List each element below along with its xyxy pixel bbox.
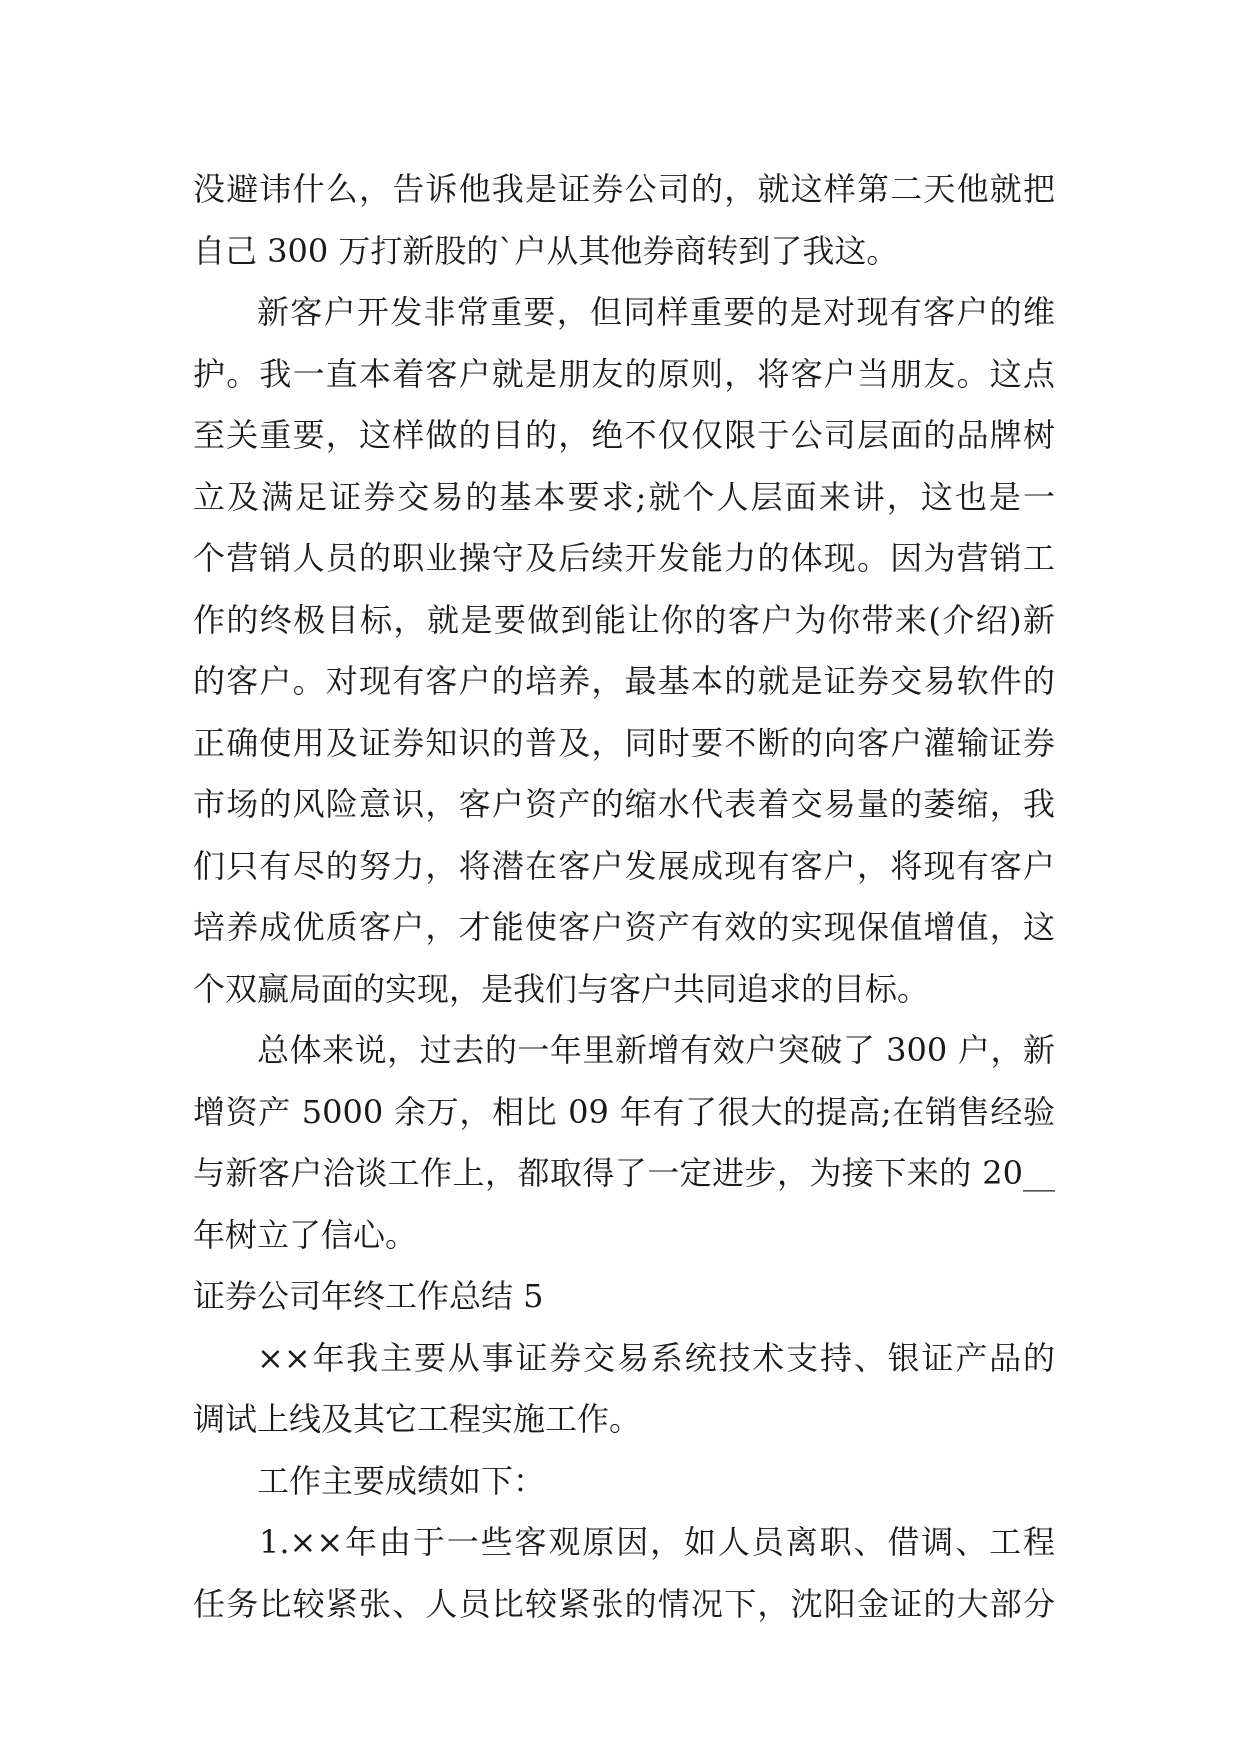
text-line: 增资产 5000 余万，相比 09 年有了很大的提高;在销售经验 (193, 1092, 1055, 1131)
text-line: 自己 300 万打新股的`户从其他券商转到了我这。 (193, 231, 899, 270)
text-line: 至关重要，这样做的目的，绝不仅仅限于公司层面的品牌树 (193, 416, 1055, 454)
text-line: 没避讳什么，告诉他我是证券公司的，就这样第二天他就把 (193, 170, 1055, 208)
text-line: ××年我主要从事证券交易系统技术支持、银证产品的 (257, 1338, 1055, 1377)
text-line: 任务比较紧张、人员比较紧张的情况下，沈阳金证的大部分 (193, 1584, 1055, 1623)
text-line: 调试上线及其它工程实施工作。 (193, 1400, 642, 1438)
text-line: 护。我一直本着客户就是朋友的原则，将客户当朋友。这点 (193, 354, 1055, 393)
text-line: 培养成优质客户，才能使客户资产有效的实现保值增值，这 (193, 908, 1055, 946)
text-line: 工作主要成绩如下： (257, 1461, 546, 1500)
text-line: 的客户。对现有客户的培养，最基本的就是证券交易软件的 (193, 662, 1055, 700)
text-line: 与新客户洽谈工作上，都取得了一定进步，为接下来的 20__ (193, 1154, 1055, 1192)
text-line: 作的终极目标，就是要做到能让你的客户为你带来(介绍)新 (193, 600, 1055, 639)
document-body (193, 159, 1055, 1635)
text-line: 个双赢局面的实现，是我们与客户共同追求的目标。 (193, 969, 930, 1008)
text-line: 们只有尽的努力，将潜在客户发展成现有客户，将现有客户 (193, 846, 1055, 885)
text-line: 总体来说，过去的一年里新增有效户突破了 300 户，新 (257, 1031, 1055, 1069)
text-line: 个营销人员的职业操守及后续开发能力的体现。因为营销工 (193, 539, 1055, 577)
text-line: 立及满足证券交易的基本要求;就个人层面来讲，这也是一 (193, 477, 1055, 516)
section-heading: 证券公司年终工作总结 5 (193, 1277, 544, 1315)
text-line: 新客户开发非常重要，但同样重要的是对现有客户的维 (257, 293, 1055, 331)
text-line: 正确使用及证券知识的普及，同时要不断的向客户灌输证券 (193, 723, 1055, 762)
text-line: 年树立了信心。 (193, 1215, 418, 1254)
text-line: 市场的风险意识，客户资产的缩水代表着交易量的萎缩，我 (193, 785, 1055, 823)
text-line: 1.××年由于一些客观原因，如人员离职、借调、工程 (259, 1523, 1055, 1561)
